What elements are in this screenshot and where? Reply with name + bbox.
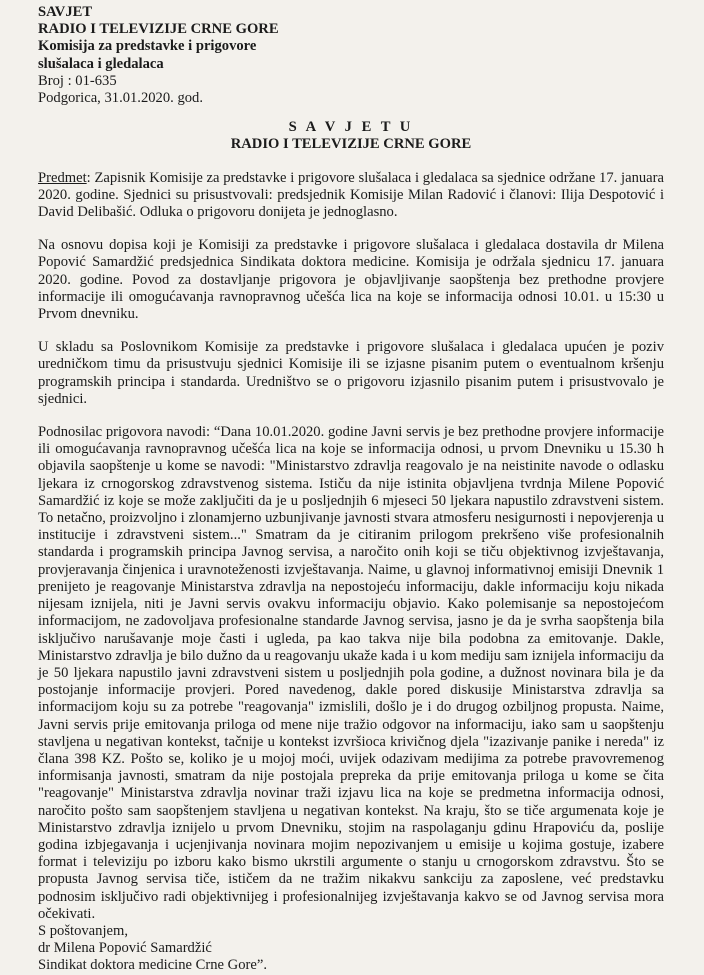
subject-text: : Zapisnik Komisije za predstavke i prigovore slušalaca i gledalaca sa sjednice održane 17. januara 2020. godine. Sjednici su prisustvovali: predsjednik Komisije Milan Radović i članovi: Ilija Despotović i David Delibašić. Odluka o prigovoru donijeta je jednoglasno.	[38, 169, 664, 221]
subject-label: Predmet	[38, 169, 87, 186]
closing-salutation: S poštovanjem,	[38, 922, 128, 939]
reference-number: Broj : 01-635	[38, 72, 117, 89]
commission-name-cont: slušalaca i gledalaca	[38, 55, 164, 72]
paragraph-complaint: Podnosilac prigovora navodi: “Dana 10.01.2020. godine Javni servis je bez prethodne provjere informacije ili omogućavanja ravnopravnog učešća lica na koje se informacija odnosi, u prvom Dnevniku u 15.30 h objavila saopštenje u kome se navodi: "Ministarstvo zdravlja reagovalo je na neistinite navode o odlasku ljekara iz crnogorskog zdravstvenog sistema. Ističu da nije istinita objavljena tvrdnja Milene Popović Samardžić iz koje se može zaključiti da je u posljednjih 6 mjeseci 50 ljekara napustilo zdravstveni sistem. To netačno, proizvoljno i zlonamjerno uzbunjivanje javnosti stvara atmosferu nesigurnosti i nepovjerenja u institucije i zdravstveni sistem..." Smatram da je citiranim prilogom prekršeno više profesionalnih standarda i programskih principa Javnog servisa, a naročito onih koji se tiču objektivnog izvještavanja, provjeravanja činjenica i uravnoteženosti izvještavanja. Naime, u glavnoj informativnoj emisiji Dnevnik 1 prenijeto je reagovanje Ministarstva zdravlja na nepostojeću informaciju, dakle informaciju koju nikada nijesam iznijela, niti je Javni servis ovakvu informaciju objavio. Kako polemisanje sa nepostojećom informacijom, ne zadovoljava profesionalne standarde Javnog servisa, jasno je da je svrha saopštenja bila isključivo narušavanje moje časti i ugleda, pa kao takva nije bila podobna za emitovanje. Dakle, Ministarstvo zdravlja je bilo dužno da u reagovanju ukaže kada i u kom mediju sam iznijela informaciju da je 50 ljekara napustilo javni zdravstveni sistem u posljednjih pola godine, a dužnost novinara bila je da postojanje informacije provjeri. Pored navedenog, dakle pored diskusije Ministarstva zdravlja sa informacijom koju su za potrebe "reagovanja" izmislili, došlo je i do drugog ozbiljnog propusta. Naime, Javni servis prije emitovanja priloga od mene nije tražio odgovor na informaciju, iako sam u saopštenju stavljena u negativan kontekst, tačnije u kontekst izvršioca krivičnog djela "izazivanje panike i nereda" iz člana 398 KZ. Pošto se, koliko je u mojoj moći, uvijek odazivam medijima za potrebe pravovremenog informisanja javnosti, smatram da nije postojala prepreka da prije emitovanja priloga u kome se čita "reagovanje" Ministarstva zdravlja novinar traži izjavu lica na koje se predmetna informacija odnosi, naročito pošto sam saopštenjem stavljena u negativan kontekst. Na kraju, što se tiče argumenata koje je Ministarstvo zdravlja iznijelo u prvom Dnevniku, stojim na raspolaganju gdinu Hrapoviću da, poslije godina izbjegavanja i ucjenjivanja novinara mojim nepozivanjem u emisije u kojima gostuje, izabere format i televiziju po izboru kako bismo ukrstili argumente o stanju u crnogorskom zdravstvu. Što se propusta Javnog servisa tiče, ističem da ne tražim nikakvu sankciju za zaposlene, već predstavku podnosim isključivo radi objektivnijeg i profesionalnijeg izvještavanja kakvo se od Javnog servisa mora očekivati.	[38, 424, 664, 922]
commission-name: Komisija za predstavke i prigovore	[38, 38, 257, 55]
signature-block	[38, 923, 664, 975]
org-name: SAVJET	[38, 4, 93, 20]
letterhead	[38, 4, 664, 107]
paragraph-procedure: U skladu sa Poslovnikom Komisije za predstavke i prigovore slušalaca i gledalaca upućen je poziv uredničkom timu da prisustvuju sjednici Komisije ili se izjasne pisanim putem o eventualnom kršenju programskih principa i standarda. Uredništvo se o prigovoru izjasnilo pisanim putem i prisustvovalo je sjednici.	[38, 339, 664, 407]
addressee-line-1: S A V J E T U	[288, 119, 414, 136]
signatory-name: dr Milena Popović Samardžić	[38, 940, 212, 957]
paragraph-intro: Na osnovu dopisa koji je Komisiji za predstavke i prigovore slušalaca i gledalaca dostavila dr Milena Popović Samardžić predsjednica Sindikata doktora medicine. Komisija je održala sjednicu 17. januara 2020. godine. Povod za dostavljanje prigovora je objavljivanje saopštenja bez prethodne provjere informacije ili omogućavanja ravnopravnog učešća lica na koje se informacija odnosi 10.01. u 15:30 u Prvom dnevniku.	[38, 237, 664, 323]
org-name-full: RADIO I TELEVIZIJE CRNE GORE	[38, 21, 279, 38]
subject-paragraph	[38, 170, 664, 222]
addressee-line-2: RADIO I TELEVIZIJE CRNE GORE	[230, 136, 472, 153]
place-date: Podgorica, 31.01.2020. god.	[38, 90, 203, 107]
signatory-organization: Sindikat doktora medicine Crne Gore”.	[38, 957, 267, 974]
addressee	[38, 119, 664, 153]
